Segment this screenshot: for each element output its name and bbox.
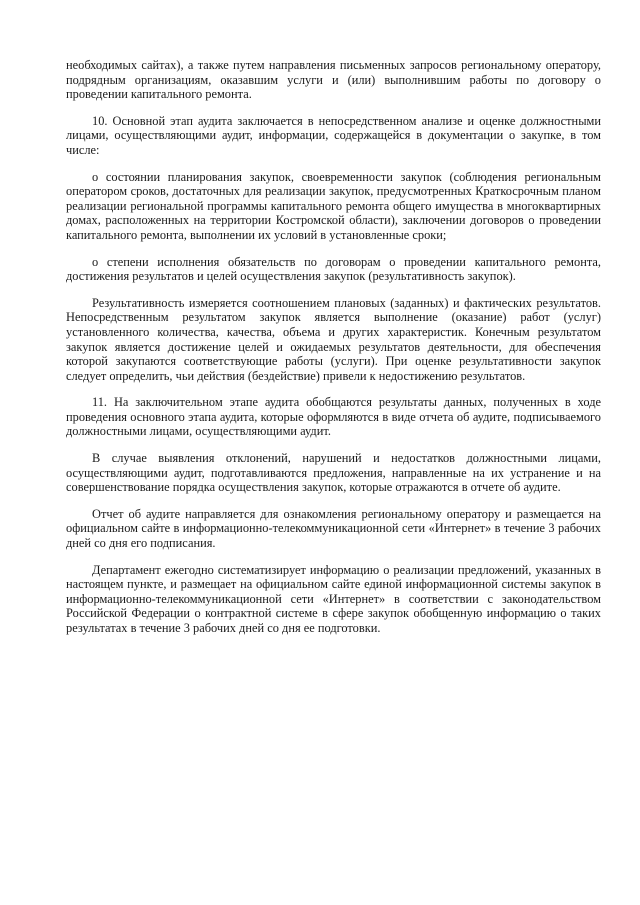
paragraph-planning-state: о состоянии планирования закупок, своевременности закупок (соблюдения региональным оператором сроков, достаточных для реализации закупок, предусмотренных Краткосрочным планом реализации региональной программы капитального ремонта общего имущества в многоквартирных домах, расположенных на территории Костромской области), заключении договоров о проведении капитального ремонта, выполнении их условий в установленные сроки; xyxy=(66,169,601,242)
document-body xyxy=(66,58,601,648)
paragraph-obligations-degree: о степени исполнения обязательств по договорам о проведении капитального ремонта, достижения результатов и целей осуществления закупок (результативность закупок). xyxy=(66,254,601,284)
paragraph-department: Департамент ежегодно систематизирует информацию о реализации предложений, указанных в настоящем пункте, и размещает на официальном сайте единой информационной системы закупок в информационно-телекоммуникационной сети «Интернет» в соответствии с законодательством Российской Федерации о контрактной системе в сфере закупок обобщенную информацию о таких результатах в течение 3 рабочих дней со дня ее подготовки. xyxy=(66,562,601,635)
paragraph-item-11: 11. На заключительном этапе аудита обобщаются результаты данных, полученных в ходе проведения основного этапа аудита, которые оформляются в виде отчета об аудите, подписываемого должностными лицами, осуществляющими аудит. xyxy=(66,395,601,439)
paragraph-report: Отчет об аудите направляется для ознакомления региональному оператору и размещается на официальном сайте в информационно-телекоммуникационной сети «Интернет» в течение 3 рабочих дней со дня его подписания. xyxy=(66,506,601,551)
paragraph-continuation: необходимых сайтах), а также путем направления письменных запросов региональному оператору, подрядным организациям, оказавшим услуги и (или) выполнившим работы по договору о проведении капитального ремонта. xyxy=(66,58,601,102)
paragraph-deviations: В случае выявления отклонений, нарушений и недостатков должностными лицами, осуществляющими аудит, подготавливаются предложения, направленные на их устранение и на совершенствование порядка осуществления закупок, которые отражаются в отчете об аудите. xyxy=(66,451,601,495)
paragraph-item-10: 10. Основной этап аудита заключается в непосредственном анализе и оценке должностными лицами, осуществляющими аудит, информации, содержащейся в документации о закупке, в том числе: xyxy=(66,113,601,157)
paragraph-effectiveness: Результативность измеряется соотношением плановых (заданных) и фактических результатов. Непосредственным результатом закупок является выполнение (оказание) работ (услуг) установленного количества, качества, объема и других характеристик. Конечным результатом закупок является достижение целей и ожидаемых результатов деятельности, для обеспечения которой закупаются соответствующие работы (услуги). При оценке результативности закупок следует определить, чьи действия (бездействие) привели к недостижению результатов. xyxy=(66,295,601,383)
